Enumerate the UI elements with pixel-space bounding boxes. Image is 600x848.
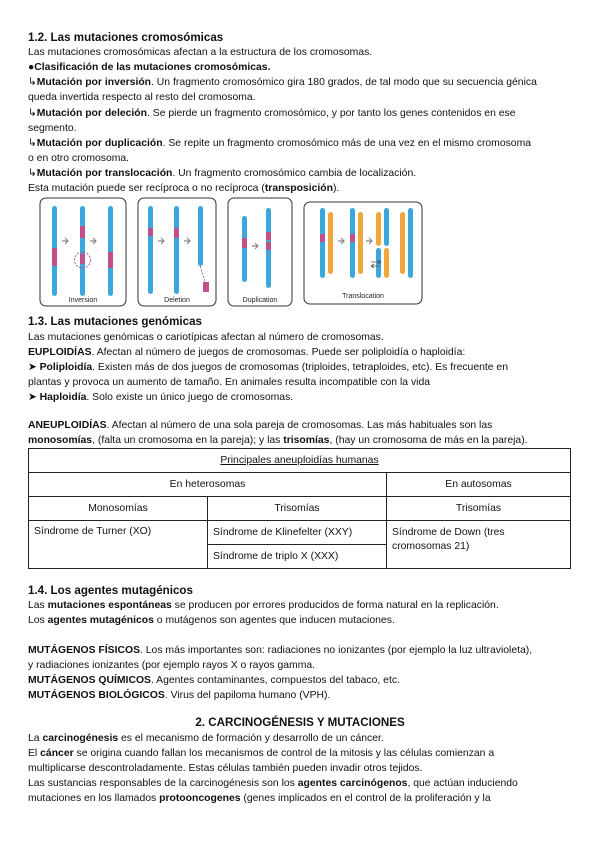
euploidias-line: EUPLOIDÍAS. Afectan al número de juegos de cromosomas. Puede ser poliploidía o haploidía: bbox=[28, 347, 466, 358]
translocation-line: ↳Mutación por translocación. Un fragmento cromosómico cambia de localización. bbox=[28, 168, 417, 179]
paragraph: Las sustancias responsables de la carcinogénesis son los agentes carcinógenos, que actúan induciendo bbox=[28, 778, 518, 789]
arrowhead-icon: ➤ bbox=[28, 392, 37, 403]
table-cell-klinefelter: Síndrome de Klinefelter (XXY) bbox=[208, 521, 387, 545]
arrowhead-icon: ➤ bbox=[28, 362, 37, 373]
duplication-line: ↳Mutación por duplicación. Se repite un fragmento cromosómico más de una vez en el mismo cromosoma bbox=[28, 138, 532, 149]
paragraph: Las mutaciones espontáneas se producen por errores producidos de forma natural en la replicación. bbox=[28, 600, 499, 611]
paragraph: segmento. bbox=[28, 123, 77, 134]
paragraph: multiplicarse descontroladamente. Estas células también pueden invadir otros tejidos. bbox=[28, 763, 423, 774]
paragraph: El cáncer se origina cuando fallan los mecanismos de control de la mitosis y las células comienzan a bbox=[28, 748, 495, 759]
paragraph: MUTÁGENOS FÍSICOS. Los más importantes son: radiaciones no ionizantes (por ejemplo la luz ultravioleta), bbox=[28, 645, 533, 656]
table-header-autosomas: En autosomas bbox=[387, 473, 571, 497]
deletion-label: Deletion bbox=[164, 297, 190, 304]
arrow-icon: ↳ bbox=[28, 108, 37, 119]
deletion-panel bbox=[138, 198, 216, 306]
section-title-1-2: 1.2. Las mutaciones cromosómicas bbox=[28, 31, 224, 44]
table-cell-down: Síndrome de Down (tres cromosomas 21) bbox=[387, 521, 571, 569]
aneuploidias-table bbox=[28, 448, 571, 569]
paragraph: MUTÁGENOS QUÍMICOS. Agentes contaminantes, compuestos del tabaco, etc. bbox=[28, 675, 400, 686]
paragraph: plantas y provoca un aumento de tamaño. En animales resulta incompatible con la vida bbox=[28, 377, 431, 388]
poliploidia-line: ➤ Poliploidía. Existen más de dos juegos de cromosomas (triploides, tetraploides, etc). Es frecuente en bbox=[28, 362, 508, 373]
paragraph: y radiaciones ionizantes (por ejemplo rayos X o rayos gamma. bbox=[28, 660, 316, 671]
table-cell-triplo-x: Síndrome de triplo X (XXX) bbox=[208, 545, 387, 569]
arrow-icon: ↳ bbox=[28, 168, 37, 179]
paragraph: o en otro cromosoma. bbox=[28, 153, 130, 164]
classification-line: ●Clasificación de las mutaciones cromosómicas. bbox=[28, 62, 271, 73]
paragraph: Los agentes mutagénicos o mutágenos son agentes que inducen mutaciones. bbox=[28, 615, 395, 626]
paragraph: mutaciones en los llamados protooncogenes (genes implicados en el control de la proliferación y la bbox=[28, 793, 491, 804]
duplication-label: Duplication bbox=[242, 297, 278, 304]
paragraph: Esta mutación puede ser recíproca o no recíproca (transposición). bbox=[28, 183, 340, 194]
paragraph: Las mutaciones genómicas o cariotípicas afectan al número de cromosomas. bbox=[28, 332, 384, 343]
aneuploidias-line: ANEUPLOIDÍAS. Afectan al número de una sola pareja de cromosomas. Las más habituales son las bbox=[28, 420, 493, 431]
aneuploidias-line-2: monosomías, (falta un cromosoma en la pareja); y las trisomías, (hay un cromosoma de más en la pareja). bbox=[28, 435, 528, 446]
paragraph: La carcinogénesis es el mecanismo de formación y desarrollo de un cáncer. bbox=[28, 733, 384, 744]
section-title-1-3: 1.3. Las mutaciones genómicas bbox=[28, 315, 202, 328]
section-title-1-4: 1.4. Los agentes mutagénicos bbox=[28, 584, 193, 597]
duplication-panel bbox=[228, 198, 292, 306]
table-caption: Principales aneuploidías humanas bbox=[29, 449, 571, 473]
haploidia-line: ➤ Haploidía. Solo existe un único juego de cromosomas. bbox=[28, 392, 294, 403]
table-col-monosomias: Monosomías bbox=[29, 497, 208, 521]
paragraph: Las mutaciones cromosómicas afectan a la estructura de los cromosomas. bbox=[28, 47, 373, 58]
paragraph: queda invertida respecto al resto del cromosoma. bbox=[28, 92, 256, 103]
table-col-trisomias-autosomas: Trisomías bbox=[387, 497, 571, 521]
paragraph: MUTÁGENOS BIOLÓGICOS. Virus del papiloma humano (VPH). bbox=[28, 690, 331, 701]
deletion-line: ↳Mutación por deleción. Se pierde un fragmento cromosómico, y por tanto los genes contenidos en ese bbox=[28, 108, 516, 119]
table-cell-turner: Síndrome de Turner (XO) bbox=[29, 521, 208, 569]
translocation-label: Translocation bbox=[342, 293, 384, 300]
arrow-icon: ↳ bbox=[28, 138, 37, 149]
table-header-heterosomas: En heterosomas bbox=[29, 473, 387, 497]
table-col-trisomias: Trisomías bbox=[208, 497, 387, 521]
section-title-2: 2. CARCINOGÉNESIS Y MUTACIONES bbox=[195, 716, 405, 729]
inversion-label: Inversion bbox=[68, 297, 98, 304]
chromosome-mutation-diagram bbox=[28, 196, 576, 314]
inversion-panel bbox=[40, 198, 126, 306]
bullet-icon: ● bbox=[28, 62, 35, 73]
inversion-line: ↳Mutación por inversión. Un fragmento cromosómico gira 180 grados, de tal modo que su secuencia génica bbox=[28, 77, 537, 88]
arrow-icon: ↳ bbox=[28, 77, 37, 88]
translocation-panel bbox=[304, 202, 422, 304]
